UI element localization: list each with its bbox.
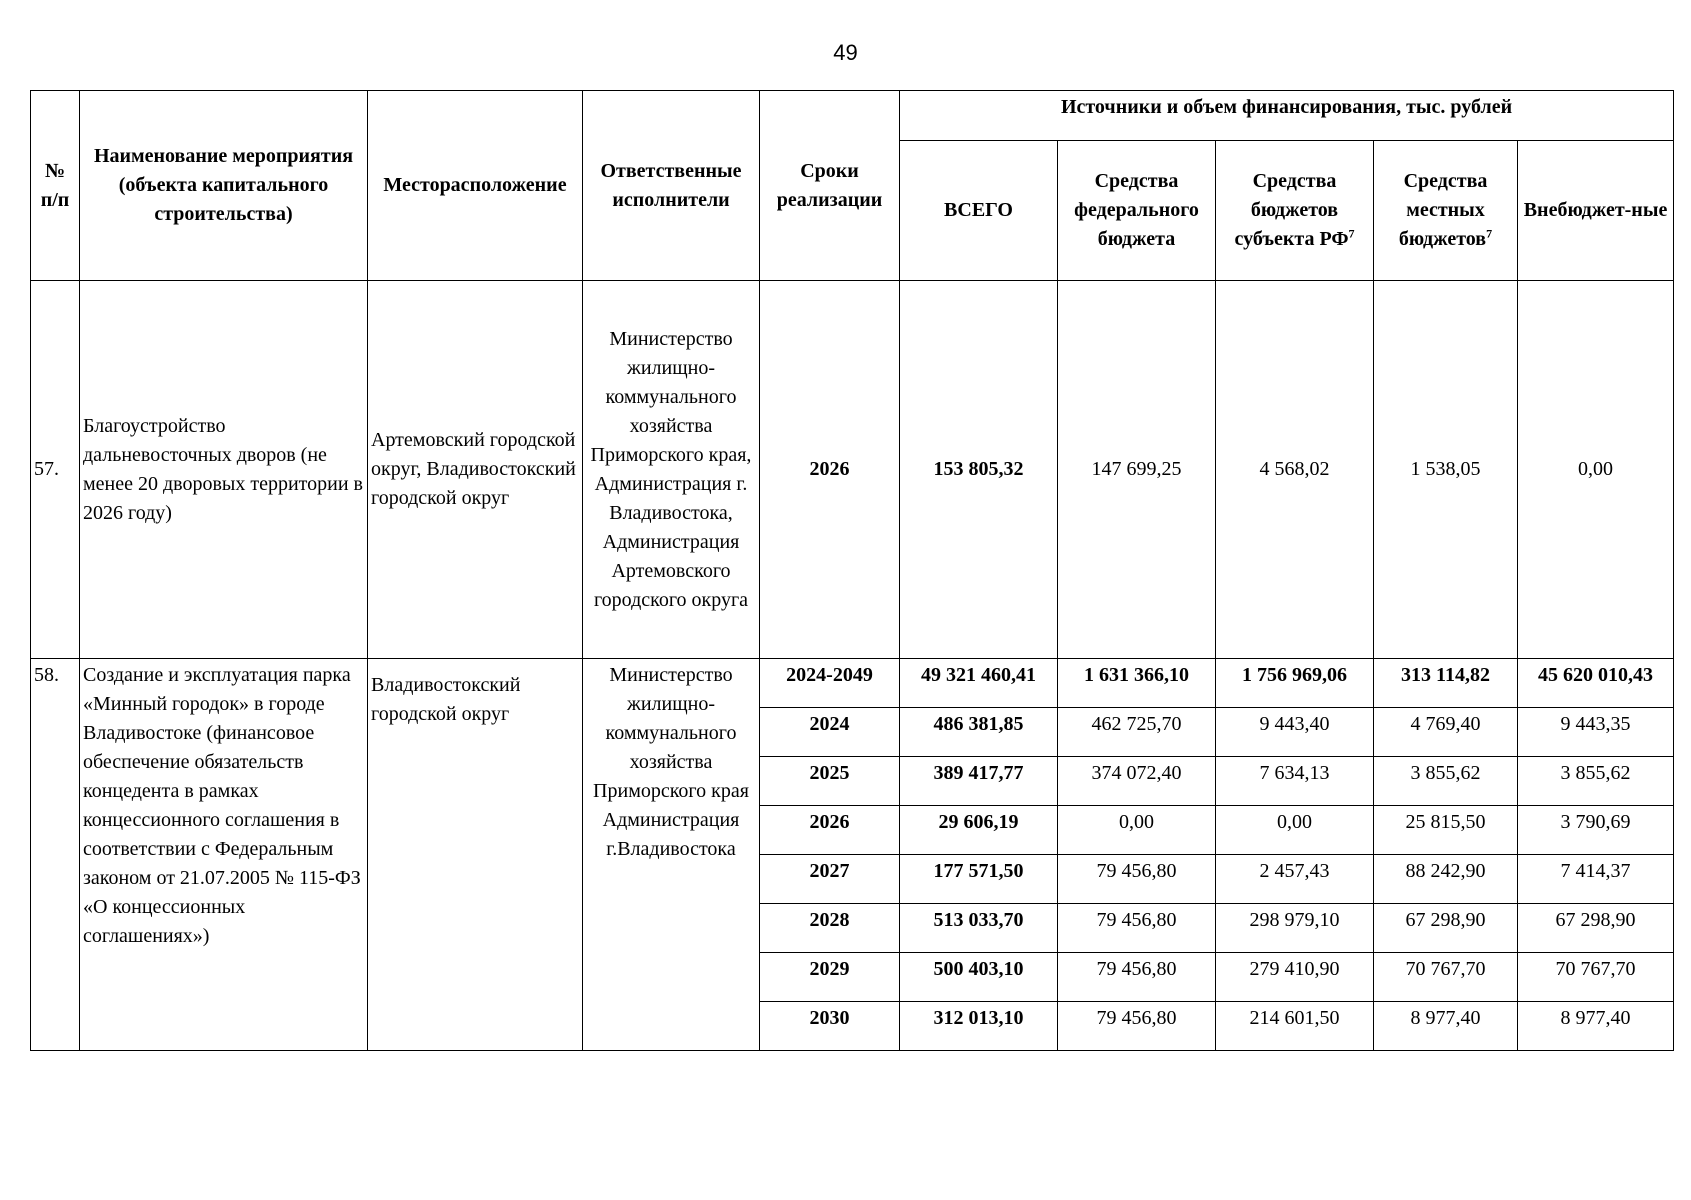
row58-federal: 79 456,80 xyxy=(1058,1002,1216,1051)
row58-total: 177 571,50 xyxy=(900,855,1058,904)
row58-local: 88 242,90 xyxy=(1374,855,1518,904)
footnote-mark: 7 xyxy=(1348,226,1355,241)
row58-extra: 8 977,40 xyxy=(1518,1002,1674,1051)
row58-extra: 3 855,62 xyxy=(1518,757,1674,806)
row58-period: 2025 xyxy=(760,757,900,806)
row58-regional: 279 410,90 xyxy=(1216,953,1374,1002)
row57-executors: Министерство жилищно-коммунального хозяйства Приморского края, Администрация г. Владивостока, Администрация Артемовского городского округа xyxy=(583,281,760,659)
row58-location: Владивостокский городской округ xyxy=(368,659,583,1051)
row58-federal: 79 456,80 xyxy=(1058,855,1216,904)
row58-extra: 9 443,35 xyxy=(1518,708,1674,757)
header-local xyxy=(1374,141,1518,281)
header-num: № п/п xyxy=(31,91,80,281)
row57-federal: 147 699,25 xyxy=(1058,281,1216,659)
row58-federal: 1 631 366,10 xyxy=(1058,659,1216,708)
row58-period: 2028 xyxy=(760,904,900,953)
row58-regional: 2 457,43 xyxy=(1216,855,1374,904)
header-financing: Источники и объем финансирования, тыс. рублей xyxy=(900,91,1674,141)
header-local-label: Средства местных бюджетов xyxy=(1398,170,1488,250)
header-federal: Средства федерального бюджета xyxy=(1058,141,1216,281)
row58-extra: 45 620 010,43 xyxy=(1518,659,1674,708)
row57-period: 2026 xyxy=(760,281,900,659)
row58-num: 58. xyxy=(31,659,80,1051)
row58-total: 49 321 460,41 xyxy=(900,659,1058,708)
row58-regional: 214 601,50 xyxy=(1216,1002,1374,1051)
row58-federal: 374 072,40 xyxy=(1058,757,1216,806)
row58-local: 8 977,40 xyxy=(1374,1002,1518,1051)
page-number: 49 xyxy=(833,40,858,65)
row58-federal: 0,00 xyxy=(1058,806,1216,855)
row57-local: 1 538,05 xyxy=(1374,281,1518,659)
row58-total: 486 381,85 xyxy=(900,708,1058,757)
row58-period: 2026 xyxy=(760,806,900,855)
row58-total: 500 403,10 xyxy=(900,953,1058,1002)
row58-federal: 462 725,70 xyxy=(1058,708,1216,757)
row58-extra: 3 790,69 xyxy=(1518,806,1674,855)
header-name: Наименование мероприятия (объекта капитального строительства) xyxy=(80,91,368,281)
row58-regional: 0,00 xyxy=(1216,806,1374,855)
table-row-58-period-0 xyxy=(31,659,1674,708)
header-regional-label: Средства бюджетов субъекта РФ xyxy=(1234,170,1349,250)
row58-local: 67 298,90 xyxy=(1374,904,1518,953)
header-period: Сроки реализации xyxy=(760,91,900,281)
row58-local: 313 114,82 xyxy=(1374,659,1518,708)
row58-local: 70 767,70 xyxy=(1374,953,1518,1002)
row58-extra: 70 767,70 xyxy=(1518,953,1674,1002)
row57-num: 57. xyxy=(31,281,80,659)
table-header xyxy=(31,91,1674,281)
row58-name: Создание и эксплуатация парка «Минный городок» в городе Владивостоке (финансовое обеспечение обязательств концедента в рамках концессионного соглашения в соответствии с Федеральным законом от 21.07.2005 № 115-ФЗ «О концессионных соглашениях») xyxy=(80,659,368,1051)
header-total: ВСЕГО xyxy=(900,141,1058,281)
financing-table xyxy=(30,90,1674,1051)
row57-extra: 0,00 xyxy=(1518,281,1674,659)
row58-total: 389 417,77 xyxy=(900,757,1058,806)
row58-period: 2024 xyxy=(760,708,900,757)
row57-location: Артемовский городской округ, Владивостокский городской округ xyxy=(368,281,583,659)
row58-local: 3 855,62 xyxy=(1374,757,1518,806)
row58-period: 2024-2049 xyxy=(760,659,900,708)
row58-regional: 7 634,13 xyxy=(1216,757,1374,806)
header-regional xyxy=(1216,141,1374,281)
row58-federal: 79 456,80 xyxy=(1058,953,1216,1002)
row58-regional: 1 756 969,06 xyxy=(1216,659,1374,708)
header-extra: Внебюджет-ные xyxy=(1518,141,1674,281)
row58-federal: 79 456,80 xyxy=(1058,904,1216,953)
row58-period: 2030 xyxy=(760,1002,900,1051)
row58-executors: Министерство жилищно-коммунального хозяйства Приморского края Администрация г.Владивостока xyxy=(583,659,760,1051)
row58-local: 4 769,40 xyxy=(1374,708,1518,757)
row58-period: 2027 xyxy=(760,855,900,904)
row58-regional: 9 443,40 xyxy=(1216,708,1374,757)
row58-extra: 67 298,90 xyxy=(1518,904,1674,953)
footnote-mark: 7 xyxy=(1486,226,1493,241)
row58-period: 2029 xyxy=(760,953,900,1002)
row58-total: 513 033,70 xyxy=(900,904,1058,953)
table-row-57 xyxy=(31,281,1674,659)
row58-regional: 298 979,10 xyxy=(1216,904,1374,953)
row57-name: Благоустройство дальневосточных дворов (не менее 20 дворовых территории в 2026 году) xyxy=(80,281,368,659)
row57-regional: 4 568,02 xyxy=(1216,281,1374,659)
row58-local: 25 815,50 xyxy=(1374,806,1518,855)
row58-total: 312 013,10 xyxy=(900,1002,1058,1051)
row58-total: 29 606,19 xyxy=(900,806,1058,855)
row57-total: 153 805,32 xyxy=(900,281,1058,659)
header-executors: Ответственные исполнители xyxy=(583,91,760,281)
header-location: Месторасположение xyxy=(368,91,583,281)
row58-extra: 7 414,37 xyxy=(1518,855,1674,904)
